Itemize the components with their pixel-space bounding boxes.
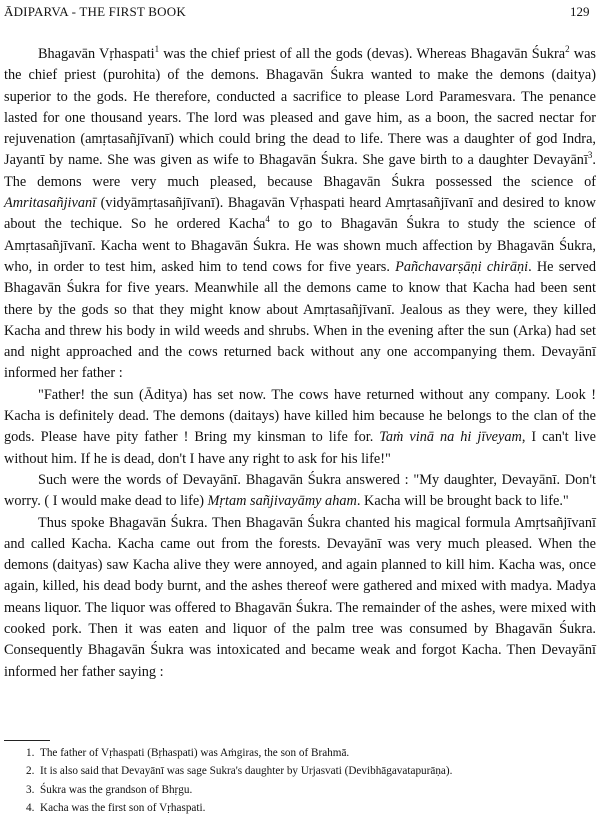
text-run: (vidyāmṛtasañjīvanī). Bhagavān Vṛhaspati heard Amṛtasañjīvanī and desired to know about the techique. So he ordered Kacha [4, 195, 596, 233]
text-run: , I can't live without him. If he is dead, don't I have any right to ask for his life!" [4, 429, 596, 467]
running-header [4, 4, 600, 24]
footnote-marker: 1 [154, 44, 160, 54]
text-run: was the chief priest of all the gods (devas). Whereas Bhagavān Śukra [159, 46, 566, 62]
paragraph [4, 385, 596, 470]
footnote [26, 744, 586, 762]
text-run: . Kacha will be brought back to life." [356, 493, 569, 510]
footnote-text: It is also said that Devayānī was sage Sukra's daughter by Urjasvati (Devibhāgavatapurāṇa). [40, 765, 453, 778]
text-run: Such were the words of Devayānī. Bhagavān Śukra answered : "My daughter, Devayānī. Don't worry. ( I would make dead to life) [4, 471, 596, 510]
footnotes [26, 744, 586, 817]
text-run: . The demons were very much pleased, because Bhagavān Śukra possessed the science of [4, 152, 596, 190]
text-run: Thus spoke Bhagavān Śukra. Then Bhagavān Śukra chanted his magical formula Amṛtsañjīvanī and called Kacha. Kacha came out from the forests. Devayānī was very much pleased. When the demons (daityas) saw Kacha alive they were annoyed, and again planned to kill him. Kacha was, once again, killed, his dead body burnt, and the ashes thereof were gathered and mixed with madya. Madya means liquor. The liquor was offered to Bhagavān Śukra. The remainder of the ashes, were mixed with cooked pork. Then it was eaten and liquor of the palm tree was consumed by Bhagavān Śukra. Consequently Bhagavān Śukra was intoxicated and became weak and forgot Kacha. Then Devayānī informed her father saying : [4, 514, 596, 680]
footnote-divider [4, 740, 50, 741]
footnote [26, 762, 586, 780]
text-run: to go to Bhagavān Śukra to study the science of Amṛtasañjīvanī. Kacha went to Bhagavān Śukra. He was shown much affection by Bhagavān Śukra, who, in order to test him, asked him to tend cows for five years. [4, 216, 596, 275]
italic-phrase: Mṛtam sañjivayāmy aham [207, 493, 357, 510]
footnote-number: 2. [26, 765, 35, 778]
footnote-text: Śukra was the grandson of Bhṛgu. [40, 783, 193, 796]
footnote [26, 781, 586, 799]
page-number: 129 [570, 4, 590, 19]
header-title: ĀDIPARVA - THE FIRST BOOK [4, 4, 186, 19]
footnote-marker: 3 [587, 150, 593, 161]
italic-phrase: Pañchavarṣāṇi chirāṇi [395, 258, 529, 275]
text-run: Bhagavān Vṛhaspati [38, 46, 155, 62]
footnote-marker: 2 [565, 44, 570, 54]
text-run: was the chief priest (purohita) of the demons. Bhagavān Śukra wanted to make the demons (daitya) superior to the gods. He therefore, conducted a sacrifice to please Lord Paramesvara. The penance lasted for one thousand years. The lord was pleased and gave him, as a boon, the sacred nectar for rejuvenation (amṛtasañjīvanī) which could bring the dead to life. There was a daughter of god Indra, Jayantī by name. She was given as wife to Bhagavān Śukra. She gave birth to a daughter Devayānī [4, 46, 596, 169]
footnote-text: Kacha was the first son of Vṛhaspati. [40, 801, 206, 814]
italic-phrase: Amritasañjivanī [4, 195, 97, 212]
footnote-number: 1. [26, 747, 35, 759]
text-run: . He served Bhagavān Śukra for five years. Meanwhile all the demons came to know that Kacha had been sent there by the gods so that they might know about Amṛtasañjīvanī. Jealous as they were, they killed Kacha and threw his body in wild weeds and shrubs. When in the evening after the sun (Arka) had set and night approached and the cows returned back without any one accompanying them. Devayānī informed her father : [4, 258, 597, 382]
footnote-marker: 4 [265, 214, 270, 225]
body-text [4, 44, 596, 683]
paragraph [4, 44, 596, 385]
footnote-number: 3. [26, 783, 35, 796]
text-run: "Father! the sun (Āditya) has set now. The cows have returned without any company. Look ! Kacha is definitely dead. The demons (daitays) have killed him because he belongs to the clan of the gods. Please have pity father ! Bring my kinsman to life for. [4, 386, 596, 446]
italic-phrase: Taṁ vinā na hi jīveyam [379, 429, 522, 446]
footnote [26, 799, 586, 817]
footnote-number: 4. [26, 801, 35, 814]
paragraph [4, 513, 596, 683]
paragraph [4, 470, 596, 513]
footnote-text: The father of Vṛhaspati (Bṛhaspati) was Aṁgiras, the son of Brahmā. [40, 747, 350, 759]
